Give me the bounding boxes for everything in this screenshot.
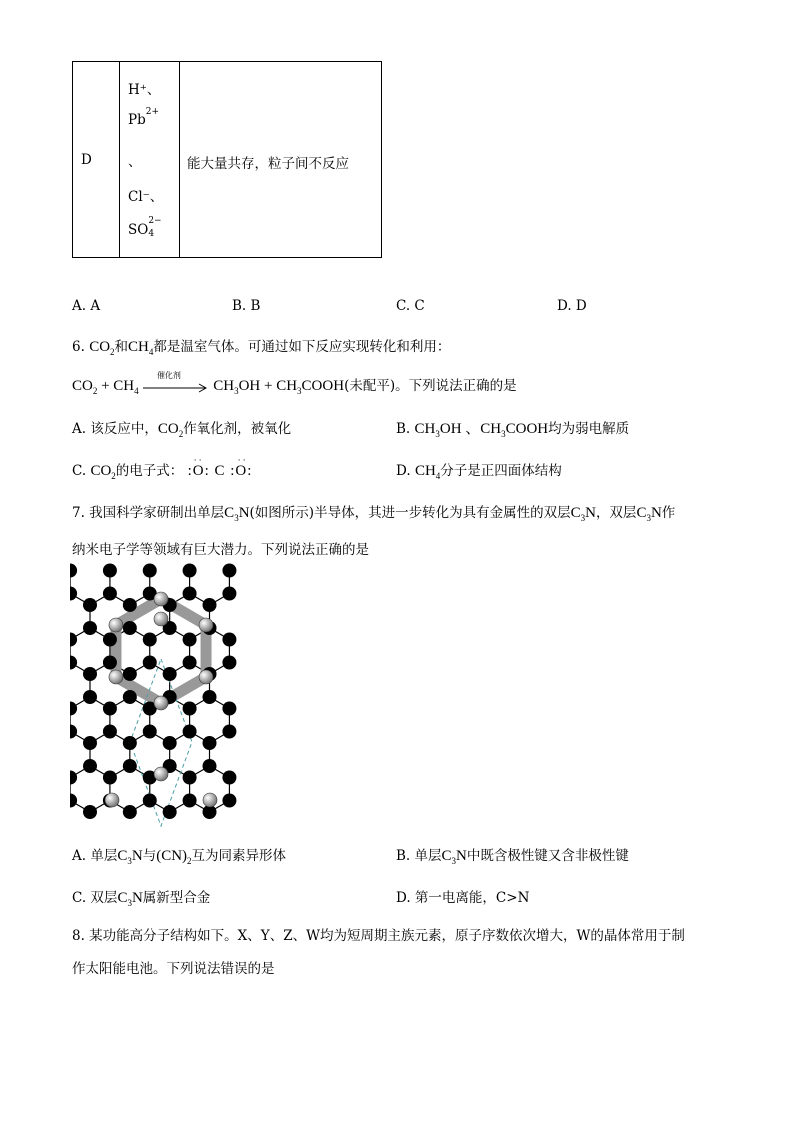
q6-option-b-label: B. [396,421,411,437]
carbon-atom [70,725,77,739]
carbon-atom [183,771,197,785]
carbon-atom [70,633,77,647]
carbon-atom [70,564,77,578]
q7-option-a-mid: 与 [142,848,157,864]
formula-co2: $CO_2$ [89,339,115,357]
q7-option-c[interactable]: C. 双层$C_3N$属新型合金 [72,890,211,908]
q6-option-d-label: D. [396,463,411,479]
nitrogen-atom [199,670,213,684]
carbon-atom [83,690,97,704]
q7-stem-line1: 7. 我国科学家研制出单层$C_3N$(如图所示)半导体，其进一步转化为具有金属性的双层$C_3N$，双层$C_3N$作 [72,505,676,523]
carbon-atom [103,725,117,739]
ion-h: H⁺、 [128,82,161,98]
carbon-atom [183,587,197,601]
nitrogen-atom [154,612,168,626]
q6-option-a[interactable]: A. 该反应中，$CO_2$作氧化剂，被氧化 [72,421,292,439]
carbon-atom [222,564,236,578]
q6-option-c-text: 的电子式： [115,463,184,479]
carbon-atom [103,771,117,785]
carbon-atom [183,656,197,670]
q7-text-a: 7. 我国科学家研制出单层 [72,505,225,521]
carbon-atom [103,702,117,716]
q5-option-a[interactable]: A. A [72,298,101,314]
q7-option-a-text: 互为同素异形体 [191,848,287,864]
carbon-atom [163,736,177,750]
ion-pb [128,106,160,128]
q6-option-a-text: 作氧化剂，被氧化 [183,421,292,437]
carbon-atom [222,725,236,739]
q7-option-c-label: C. 双层 [72,890,118,906]
carbon-atom [123,667,137,681]
carbon-atom [143,564,157,578]
q7-text-b: (如图所示)半导体，其进一步转化为具有金属性的双层 [249,505,571,521]
q7-option-b-text: 中既含极性键又含非极性键 [466,848,629,864]
carbon-atom [83,736,97,750]
q8-stem-line2: 作太阳能电池。下列说法错误的是 [72,961,275,977]
q5-option-d[interactable]: D. D [557,298,587,314]
ion-so4-symbol: SO [128,222,149,238]
ion-pb-symbol: Pb [128,112,146,128]
carbon-atom [103,587,117,601]
carbon-atom [83,667,97,681]
nitrogen-atom [109,670,123,684]
ion-so4-subscript: 4 [148,228,155,239]
nitrogen-atom [199,618,213,632]
carbon-atom [143,633,157,647]
table-description: 能大量共存，粒子间不反应 [187,156,349,172]
q6-stem: 6. $CO_2$和$CH_4$都是温室气体。可通过如下反应实现转化和利用： [72,339,451,357]
equation-tail: (未配平)。下列说法正确的是 [344,378,517,394]
reaction-arrow [143,370,209,394]
carbon-atom [183,794,197,808]
carbon-atom [183,725,197,739]
carbon-atom [143,794,157,808]
carbon-atom [222,771,236,785]
carbon-atom [222,656,236,670]
q6-option-a-label: A. 该反应中， [72,421,158,437]
q6-stem-text: 都是温室气体。可通过如下反应实现转化和利用： [153,339,451,355]
carbon-atom [83,759,97,773]
carbon-atom [143,725,157,739]
carbon-atom [123,736,137,750]
carbon-atom [183,633,197,647]
nitrogen-atom [109,618,123,632]
formula-ch4: $CH_4$ [128,339,154,357]
carbon-atom [203,598,217,612]
carbon-atom [203,736,217,750]
c3n-lattice-figure [70,562,250,834]
carbon-atom [183,702,197,716]
carbon-atom [70,587,77,601]
q7-text-c: ，双层 [595,505,637,521]
carbon-atom [103,656,117,670]
carbon-atom [183,564,197,578]
arrow-icon [143,380,209,394]
ion-pb-charge: 2+ [145,106,160,117]
q7-option-b-label: B. 单层 [396,848,442,864]
carbon-atom [70,656,77,670]
q6-equation: $CO_2 + CH_4$ 催化剂 $CH_3OH$ + $CH_3COOH$(未配平)。下列说法正确的是 [72,370,517,396]
carbon-atom [83,598,97,612]
q5-option-b[interactable]: B. B [232,298,261,314]
q6-option-d-text: 分子是正四面体结构 [440,463,562,479]
nitrogen-atom [154,767,168,781]
option-table [72,61,382,258]
nitrogen-atom [105,793,119,807]
carbon-atom [123,805,137,819]
q7-stem-line2: 纳米电子学等领域有巨大潜力。下列说法正确的是 [72,542,369,558]
electron-formula: :O: C :O: ·· ·· [187,455,253,479]
carbon-atom [222,587,236,601]
q6-option-b[interactable]: B. $CH_3OH$ 、$CH_3COOH$均为弱电解质 [396,421,630,439]
carbon-atom [103,564,117,578]
question-number: 6. [72,339,85,355]
ion-cl: Cl⁻、 [128,189,164,205]
carbon-atom [123,598,137,612]
q6-option-c[interactable]: C. $CO_2$的电子式： :O: C :O: ·· ·· [72,455,253,481]
carbon-atom [222,794,236,808]
q7-option-a[interactable]: A. 单层$C_3N$与$(CN)_2$互为同素异形体 [72,848,287,866]
nitrogen-atom [154,592,168,606]
carbon-atom [70,794,77,808]
q7-text-d: 作 [661,505,676,521]
ion-so4 [128,215,162,239]
carbon-atom [123,759,137,773]
carbon-atom [203,690,217,704]
carbon-atom [222,633,236,647]
carbon-atom [163,805,177,819]
carbon-atom [143,656,157,670]
q7-option-a-label: A. 单层 [72,848,118,864]
catalyst-label: 催化剂 [156,370,181,380]
carbon-atom [103,633,117,647]
q6-option-d[interactable]: D. $CH_4$分子是正四面体结构 [396,463,562,481]
carbon-atom [70,702,77,716]
ion-sep: 、 [128,154,142,170]
q7-option-b[interactable]: B. 单层$C_3N$中既含极性键又含非极性键 [396,848,629,866]
table-divider [179,62,180,257]
carbon-atom [163,667,177,681]
carbon-atom [222,702,236,716]
carbon-atom [83,621,97,635]
ion-so4-charge: 2− [148,215,162,226]
nitrogen-atom [203,793,217,807]
nitrogen-atom [154,696,168,710]
q5-option-c[interactable]: C. C [396,298,425,314]
carbon-atom [83,805,97,819]
q6-option-c-label: C. [72,463,87,479]
carbon-atom [70,771,77,785]
carbon-atom [203,759,217,773]
q7-option-c-text: 属新型合金 [142,890,211,906]
table-divider [119,62,120,257]
carbon-atom [123,690,137,704]
table-row-label: D [81,152,92,168]
carbon-atom [123,621,137,635]
q8-stem-line1: 8. 某功能高分子结构如下。X、Y、Z、W均为短周期主族元素，原子序数依次增大，W的晶体常用于制 [72,928,685,944]
q7-option-d[interactable]: D. 第一电离能，C>N [396,890,530,906]
q6-option-b-text: 均为弱电解质 [548,421,630,437]
